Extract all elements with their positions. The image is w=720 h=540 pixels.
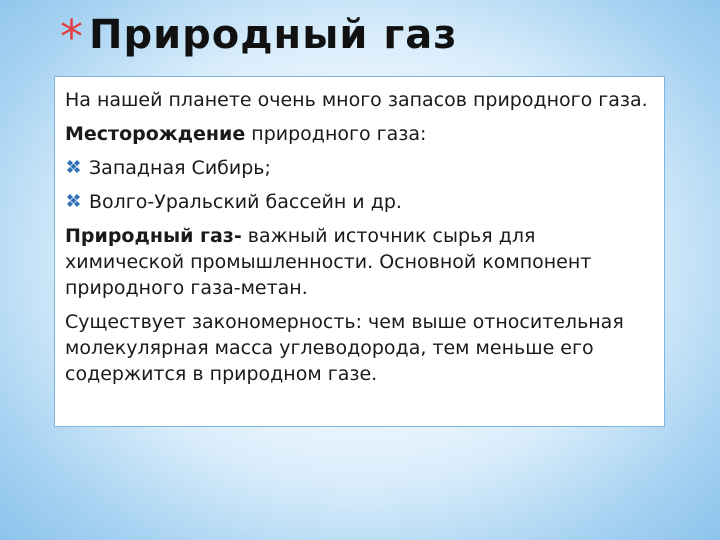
definition-text: важный источник сырья для химической промышленности. Основной компонент природного газа-метан. xyxy=(65,225,592,299)
definition-label: Природный газ- xyxy=(65,225,242,247)
list-item xyxy=(65,155,654,181)
slide-title xyxy=(60,2,457,68)
content-box xyxy=(54,76,665,427)
deposits-paragraph xyxy=(65,121,654,147)
intro-paragraph: На нашей планете очень много запасов природного газа. xyxy=(65,89,648,111)
bullet-text-west-siberia: Западная Сибирь; xyxy=(89,157,271,179)
list-item xyxy=(65,189,654,215)
title-asterisk-marker: * xyxy=(60,10,83,64)
deposits-label: Месторождение xyxy=(65,123,246,145)
deposits-text: природного газа: xyxy=(245,123,427,145)
diamond-bullet-icon xyxy=(65,158,85,178)
diamond-bullet-icon xyxy=(65,192,85,212)
bullet-text-volga-ural: Волго-Уральский бассейн и др. xyxy=(89,191,402,213)
definition-paragraph xyxy=(65,223,654,301)
page-title: Природный газ xyxy=(89,12,458,58)
regularity-paragraph: Существует закономерность: чем выше относительная молекулярная масса углеводорода, тем меньше его содержится в природном газе. xyxy=(65,311,624,385)
